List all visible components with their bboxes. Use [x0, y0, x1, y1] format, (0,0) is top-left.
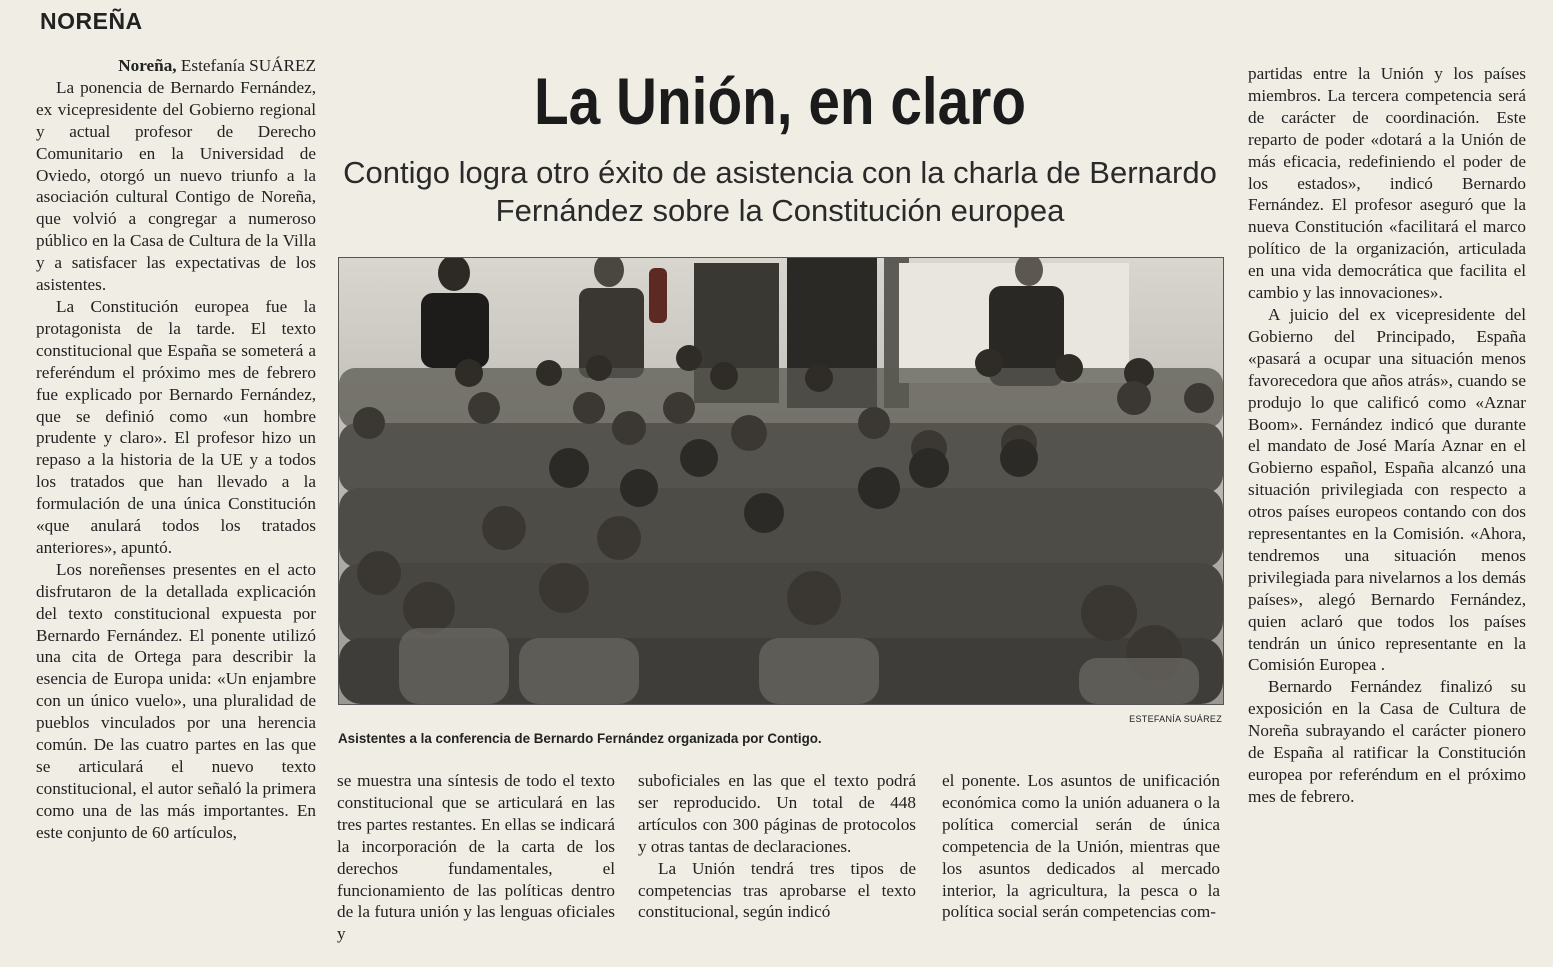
paragraph: La ponencia de Bernardo Fernández, ex vicepresidente del Gobierno regional y actual profesor de Derecho Comunitario en la Universidad de Oviedo, otorgó un nuevo triunfo a la asociación cultural Contigo de Noreña, que volvió a congregar a numeroso público en la Casa de Cultura de la Villa y a satisfacer las expectativas de los asistentes. — [36, 77, 316, 295]
paragraph: se muestra una síntesis de todo el texto constitucional que se articulará en las tres partes restantes. En ellas se indicará la incorporación de la carta de los derechos fundamentales, el funcionamiento de las políticas dentro de la futura unión y las lenguas oficiales y — [337, 771, 615, 944]
paragraph: suboficiales en las que el texto podrá ser reproducido. Un total de 448 artículos con 300 páginas de protocolos y otras tantas de declaraciones. — [638, 771, 916, 856]
subheadline: Contigo logra otro éxito de asistencia con la charla de Bernardo Fernández sobre la Constitución europea — [343, 155, 1217, 228]
paragraph: el ponente. Los asuntos de unificación económica como la unión aduanera o la política comercial serán de única competencia de la Unión, mientras que los asuntos dedicados al mercado interior, la agricultura, la pesca o la política social serán competencias com- — [942, 771, 1220, 922]
article-column-5 — [1248, 63, 1526, 808]
section-label: NOREÑA — [40, 8, 143, 34]
paragraph: La Unión tendrá tres tipos de competencias tras aprobarse el texto constitucional, según indicó — [638, 858, 916, 922]
photo-caption: Asistentes a la conferencia de Bernardo Fernández organizada por Contigo. — [338, 731, 822, 746]
article-column-3 — [638, 770, 916, 923]
article-column-2 — [337, 770, 615, 945]
headline: La Unión, en claro — [533, 64, 1027, 138]
paragraph: Bernardo Fernández finalizó su exposición en la Casa de Cultura de Noreña subrayando el carácter pionero de España al ratificar la Constitución europea por referéndum en el próximo mes de febrero. — [1248, 677, 1526, 806]
byline — [36, 55, 316, 77]
byline-place: Noreña, — [118, 56, 177, 75]
audience-photo — [338, 257, 1224, 705]
paragraph: partidas entre la Unión y los países miembros. La tercera competencia será de carácter de coordinación. Este reparto de poder «dotará a la Unión de más eficacia, redefiniendo el poder de los estados», indicó Bernardo Fernández. El profesor aseguró que la nueva Constitución «facilitará el marco político de la organización, articulada en una vida democrática que facilita el cambio y las innovaciones». — [1248, 64, 1526, 303]
paragraph: Los noreñenses presentes en el acto disfrutaron de la detallada explicación del texto constitucional expuesta por Bernardo Fernández. El ponente utilizó una cita de Ortega para describir la esencia de Europa unida: «Un enjambre con un único vuelo», una pluralidad de pueblos vinculados por una herencia común. De las cuatro partes en las que se articulará el nuevo texto constitucional, el autor señaló la primera como una de las más importantes. En este conjunto de 60 artículos, — [36, 559, 316, 842]
photo-credit: ESTEFANÍA SUÁREZ — [1129, 714, 1222, 724]
audience-photo-graphic — [339, 258, 1223, 704]
article-column-4 — [942, 770, 1220, 923]
paragraph: A juicio del ex vicepresidente del Gobierno del Principado, España «pasará a ocupar una situación menos favorecedora que años atrás», cuando se produjo lo que calificó como «Aznar Boom». Fernández indicó que durante el mandato de José María Aznar en el Gobierno español, España alcanzó una situación privilegiada con respecto a otros países europeos contando con dos representantes en la Comisión. «Ahora, tendremos una situación menos privilegiada para nivelarnos a los demás países», alegó Bernardo Fernández, quien aclaró que todos los países tendrán un único representante en la Comisión Europea . — [1248, 304, 1526, 675]
byline-author: Estefanía SUÁREZ — [180, 56, 316, 75]
article-column-1 — [36, 55, 316, 844]
paragraph: La Constitución europea fue la protagonista de la tarde. El texto constitucional que España se someterá a referéndum el próximo mes de febrero fue explicado por Bernardo Fernández, que se definió como «un hombre prudente y claro». El profesor hizo un repaso a la historia de la UE y a todos los tratados que han llevado a la formulación de una única Constitución «que anulará todos los tratados anteriores», apuntó. — [36, 296, 316, 557]
